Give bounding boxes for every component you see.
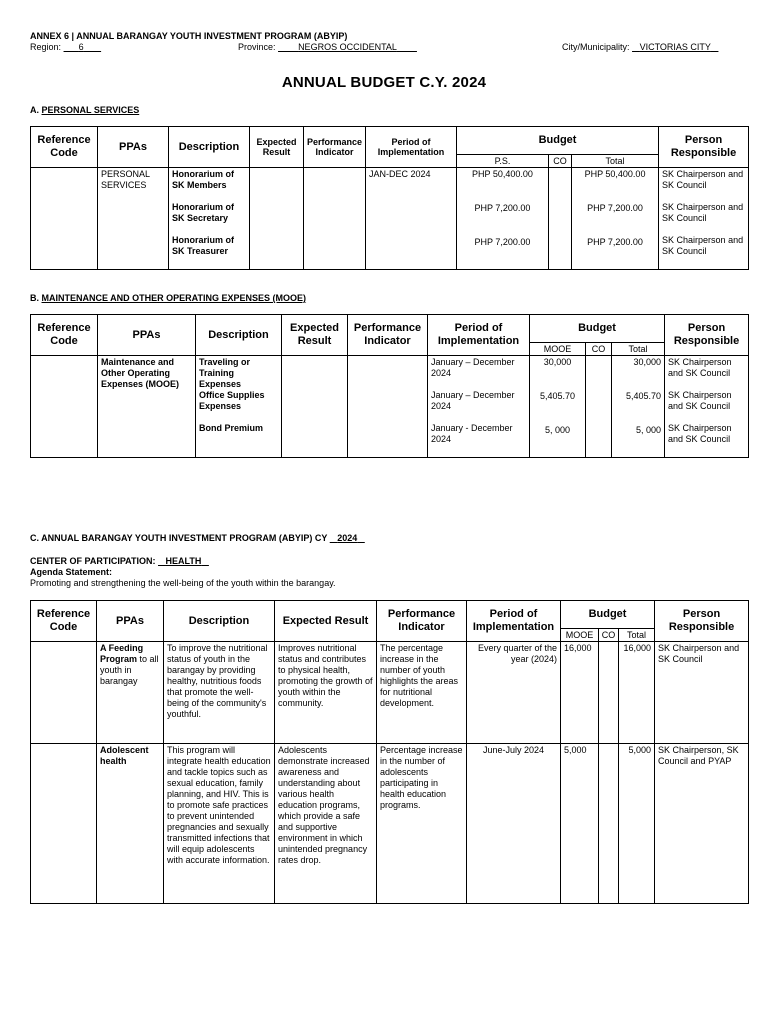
col-budget: Budget bbox=[530, 315, 665, 343]
period-value: January – December 2024 bbox=[431, 357, 515, 378]
period-value: January - December 2024 bbox=[431, 423, 513, 444]
col-mooe: MOOE bbox=[530, 343, 586, 356]
col-expected-result: Expected Result bbox=[275, 601, 377, 642]
period-cell bbox=[428, 356, 530, 458]
reference-code-cell bbox=[31, 642, 97, 744]
person-value: SK Chairperson and SK Council bbox=[662, 235, 744, 256]
city-value: VICTORIAS CITY bbox=[639, 42, 711, 52]
mooe-cell: 5,000 bbox=[561, 744, 599, 904]
total-cell: 16,000 bbox=[619, 642, 655, 744]
col-person-responsible: Person Responsible bbox=[659, 127, 749, 168]
person-value: SK Chairperson and SK Council bbox=[668, 390, 732, 411]
region-value: 6 bbox=[78, 42, 84, 52]
mooe-value: 5, 000 bbox=[544, 425, 571, 435]
col-reference-code: Reference Code bbox=[31, 127, 98, 168]
description-item: Bond Premium bbox=[199, 423, 264, 433]
personal-services-table bbox=[30, 126, 749, 270]
ps-value: PHP 7,200.00 bbox=[474, 203, 531, 213]
performance-indicator-cell bbox=[304, 168, 366, 270]
description-cell: This program will integrate health education and tackle topics such as sexual education, family planning, and HIV. This is to promote safe practices to prevent unintended pregnancies and sexually transmitted infections that will equip adolescents with accurate information. bbox=[164, 744, 275, 904]
agenda-text: Promoting and strengthening the well-being of the youth within the barangay. bbox=[30, 578, 336, 588]
co-cell bbox=[549, 168, 572, 270]
col-budget: Budget bbox=[561, 601, 655, 629]
col-person-responsible: Person Responsible bbox=[665, 315, 749, 356]
ppa-cell: Adolescent health bbox=[97, 744, 164, 904]
mooe-cell bbox=[530, 356, 586, 458]
table-row bbox=[31, 744, 749, 904]
ppa-cell: Maintenance and Other Operating Expenses (MOOE) bbox=[98, 356, 196, 458]
section-c-heading: C. ANNUAL BARANGAY YOUTH INVESTMENT PROGRAM (ABYIP) CY 2024 bbox=[30, 533, 365, 543]
co-cell bbox=[599, 642, 619, 744]
table-row bbox=[31, 168, 749, 270]
col-co: CO bbox=[549, 155, 572, 168]
annex-line: ANNEX 6 | ANNUAL BARANGAY YOUTH INVESTMENT PROGRAM (ABYIP) bbox=[30, 31, 348, 41]
total-value: 30,000 bbox=[633, 357, 662, 367]
person-responsible-cell bbox=[665, 356, 749, 458]
performance-indicator-cell: Percentage increase in the number of adolescents participating in health education programs. bbox=[377, 744, 467, 904]
agenda-label: Agenda Statement: bbox=[30, 567, 113, 577]
section-c-cy-value: 2024 bbox=[337, 533, 358, 543]
col-person-responsible: Person Responsible bbox=[655, 601, 749, 642]
description-cell bbox=[169, 168, 250, 270]
person-value: SK Chairperson and SK Council bbox=[668, 423, 732, 444]
mooe-value: 30,000 bbox=[543, 357, 572, 367]
col-ppas: PPAs bbox=[97, 601, 164, 642]
section-b-heading: B. MAINTENANCE AND OTHER OPERATING EXPENSES (MOOE) bbox=[30, 293, 307, 303]
total-value: 5, 000 bbox=[636, 425, 662, 435]
total-value: PHP 7,200.00 bbox=[587, 203, 643, 213]
province-field bbox=[238, 42, 417, 52]
expected-result-cell bbox=[282, 356, 348, 458]
mooe-cell: 16,000 bbox=[561, 642, 599, 744]
total-cell bbox=[612, 356, 665, 458]
co-cell bbox=[586, 356, 612, 458]
person-value: SK Chairperson and SK Council bbox=[662, 202, 744, 223]
city-field bbox=[562, 42, 718, 52]
ppa-cell: A Feeding Program to all youth in barangay bbox=[97, 642, 164, 744]
col-total: Total bbox=[572, 155, 659, 168]
performance-indicator-cell bbox=[348, 356, 428, 458]
total-value: 5,405.70 bbox=[625, 391, 662, 401]
col-ppas: PPAs bbox=[98, 315, 196, 356]
col-period: Period of Implementation bbox=[428, 315, 530, 356]
period-cell: June-July 2024 bbox=[467, 744, 561, 904]
reference-code-cell bbox=[31, 356, 98, 458]
abyip-table bbox=[30, 600, 749, 904]
person-value: SK Chairperson and SK Council bbox=[662, 169, 744, 190]
province-label: Province: bbox=[238, 42, 276, 52]
col-performance-indicator: Performance Indicator bbox=[377, 601, 467, 642]
description-item: Traveling or Training Expenses bbox=[199, 357, 251, 389]
col-description: Description bbox=[169, 127, 250, 168]
mooe-table bbox=[30, 314, 749, 458]
col-budget: Budget bbox=[457, 127, 659, 155]
region-field bbox=[30, 42, 101, 52]
col-description: Description bbox=[196, 315, 282, 356]
center-of-participation: CENTER OF PARTICIPATION: HEALTH bbox=[30, 556, 209, 566]
expected-result-cell: Improves nutritional status and contributes to physical health, promoting the growth of youth within the community. bbox=[275, 642, 377, 744]
province-value: NEGROS OCCIDENTAL bbox=[298, 42, 397, 52]
description-item: Honorarium of SK Treasurer bbox=[172, 235, 234, 256]
performance-indicator-cell: The percentage increase in the number of youth highlights the areas for nutritional development. bbox=[377, 642, 467, 744]
reference-code-cell bbox=[31, 168, 98, 270]
description-cell bbox=[196, 356, 282, 458]
total-value: PHP 50,400.00 bbox=[584, 169, 646, 179]
total-cell: 5,000 bbox=[619, 744, 655, 904]
section-a-heading: A. PERSONAL SERVICES bbox=[30, 105, 140, 115]
region-label: Region: bbox=[30, 42, 62, 52]
ppa-cell: PERSONAL SERVICES bbox=[98, 168, 169, 270]
total-cell bbox=[572, 168, 659, 270]
col-ppas: PPAs bbox=[98, 127, 169, 168]
col-performance-indicator: Performance Indicator bbox=[304, 127, 366, 168]
reference-code-cell bbox=[31, 744, 97, 904]
col-performance-indicator: Performance Indicator bbox=[348, 315, 428, 356]
table-row bbox=[31, 642, 749, 744]
expected-result-cell bbox=[250, 168, 304, 270]
page-title: ANNUAL BUDGET C.Y. 2024 bbox=[281, 74, 487, 91]
ps-cell bbox=[457, 168, 549, 270]
col-mooe: MOOE bbox=[561, 629, 599, 642]
col-period: Period of Implementation bbox=[366, 127, 457, 168]
col-expected-result: Expected Result bbox=[250, 127, 304, 168]
period-cell: Every quarter of the year (2024) bbox=[467, 642, 561, 744]
person-value: SK Chairperson and SK Council bbox=[668, 357, 732, 378]
col-reference-code: Reference Code bbox=[31, 601, 97, 642]
center-value: HEALTH bbox=[165, 556, 202, 566]
ps-value: PHP 7,200.00 bbox=[474, 237, 531, 247]
col-description: Description bbox=[164, 601, 275, 642]
period-cell: JAN-DEC 2024 bbox=[366, 168, 457, 270]
table-row bbox=[31, 356, 749, 458]
col-co: CO bbox=[599, 629, 619, 642]
person-responsible-cell: SK Chairperson, SK Council and PYAP bbox=[655, 744, 749, 904]
person-responsible-cell: SK Chairperson and SK Council bbox=[655, 642, 749, 744]
col-ps: P.S. bbox=[457, 155, 549, 168]
col-total: Total bbox=[612, 343, 665, 356]
city-label: City/Municipality: bbox=[562, 42, 630, 52]
description-item: Honorarium of SK Secretary bbox=[172, 202, 234, 223]
col-co: CO bbox=[586, 343, 612, 356]
col-total: Total bbox=[619, 629, 655, 642]
description-cell: To improve the nutritional status of youth in the barangay by providing healthy, nutritious foods that promote the well-being of the community's youthful. bbox=[164, 642, 275, 744]
description-item: Office Supplies Expenses bbox=[199, 390, 265, 411]
col-reference-code: Reference Code bbox=[31, 315, 98, 356]
total-value: PHP 7,200.00 bbox=[587, 237, 643, 247]
expected-result-cell: Adolescents demonstrate increased awareness and understanding about various health education programs, which provide a safe and supportive environment in which unintended pregnancy rates drop. bbox=[275, 744, 377, 904]
col-period: Period of Implementation bbox=[467, 601, 561, 642]
period-value: January – December 2024 bbox=[431, 390, 515, 411]
description-item: Honorarium of SK Members bbox=[172, 169, 234, 190]
mooe-value: 5,405.70 bbox=[539, 391, 576, 401]
co-cell bbox=[599, 744, 619, 904]
col-expected-result: Expected Result bbox=[282, 315, 348, 356]
person-responsible-cell bbox=[659, 168, 749, 270]
ps-value: PHP 50,400.00 bbox=[472, 169, 533, 179]
